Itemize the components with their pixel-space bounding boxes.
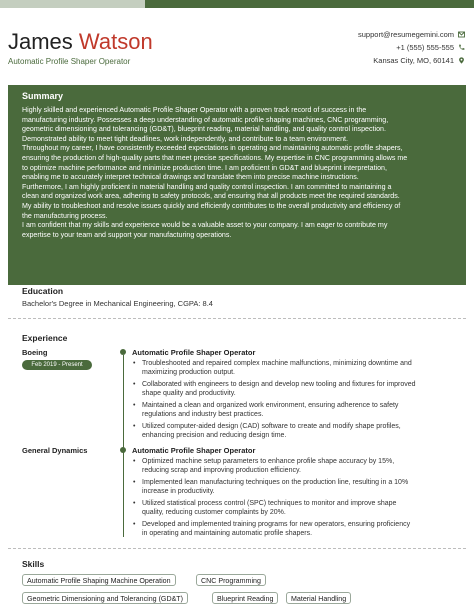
skill-chip: Automatic Profile Shaping Machine Operation bbox=[22, 574, 176, 586]
section-divider bbox=[8, 318, 466, 319]
contact-phone bbox=[285, 43, 465, 53]
summary-line: expertise to your team and support your manufacturing operations. bbox=[22, 230, 232, 239]
skills-heading: Skills bbox=[22, 559, 45, 569]
summary-line: I am confident that my skills and experience would be a valuable asset to your company. I am eager to contribute my bbox=[22, 221, 388, 230]
top-accent-light bbox=[0, 0, 145, 8]
job-role: Automatic Profile Shaper Operator bbox=[132, 446, 256, 455]
contact-location bbox=[285, 56, 465, 66]
education-degree: Bachelor's Degree in Mechanical Engineering, CGPA: 8.4 bbox=[22, 299, 213, 308]
timeline-dot bbox=[120, 447, 126, 453]
skill-chip: Geometric Dimensioning and Tolerancing (GD&T) bbox=[22, 592, 188, 604]
company-boeing: Boeing bbox=[22, 348, 48, 357]
company-general-dynamics: General Dynamics bbox=[22, 446, 88, 455]
summary-line: My ability to troubleshoot and resolve issues quickly and efficiently contributes to the overall productivity and efficiency of bbox=[22, 201, 401, 210]
education-heading: Education bbox=[22, 286, 64, 296]
bullet-item: • Collaborated with engineers to design and develop new tooling and fixtures for improved shape quality and productivity. bbox=[132, 380, 452, 398]
last-name: Watson bbox=[78, 29, 153, 54]
first-name: James bbox=[8, 29, 73, 54]
date-badge: Feb 2019 - Present bbox=[22, 360, 92, 370]
summary-section bbox=[8, 85, 466, 285]
summary-line: the manufacturing process. bbox=[22, 211, 108, 220]
timeline-line bbox=[123, 355, 124, 537]
job-bullets bbox=[132, 359, 452, 443]
summary-line: enabling me to accurately interpret technical drawings and translate them into precise machine instructions. bbox=[22, 173, 359, 182]
section-divider bbox=[8, 548, 466, 549]
job-title: Automatic Profile Shaper Operator bbox=[8, 57, 131, 66]
bullet-item: • Troubleshooted and repaired complex machine malfunctions, minimizing downtime and maximizing production output. bbox=[132, 359, 452, 377]
envelope-icon bbox=[458, 31, 465, 38]
bullet-item: • Optimized machine setup parameters to enhance profile shape accuracy by 15%, reducing scrap and improving production efficiency. bbox=[132, 457, 452, 475]
summary-line: clean and organized work area, adhering to safety protocols, and ensuring that all products meet the required standards. bbox=[22, 192, 400, 201]
experience-heading: Experience bbox=[22, 333, 68, 343]
candidate-name bbox=[8, 29, 153, 55]
summary-line: geometric dimensioning and tolerancing (GD&T), blueprint reading, material handling, and quality control inspection. bbox=[22, 125, 386, 134]
phone-icon bbox=[458, 44, 465, 51]
skill-chip: Blueprint Reading bbox=[212, 592, 278, 604]
bullet-item: • Utilized statistical process control (SPC) techniques to monitor and improve shape quality, reducing customer complaints by 20%. bbox=[132, 499, 452, 517]
bullet-item: • Utilized computer-aided design (CAD) software to create and modify shape profiles, enhancing precision and reducing design time. bbox=[132, 422, 452, 440]
skill-chip: CNC Programming bbox=[196, 574, 266, 586]
contact-email[interactable] bbox=[285, 30, 465, 40]
summary-line: ensuring the production of high-quality parts that meet precise specifications. My expertise in CNC programming allows me bbox=[22, 153, 408, 162]
summary-heading: Summary bbox=[22, 91, 64, 101]
summary-line: manufacturing industry. Possesses a deep understanding of automatic profile shaping machines, CNC programming, bbox=[22, 115, 389, 124]
skill-chip: Material Handling bbox=[286, 592, 351, 604]
summary-text bbox=[22, 106, 457, 240]
summary-line: Furthermore, I am highly proficient in material handling and quality control inspection. I am committed to maintaining a bbox=[22, 182, 392, 191]
job-bullets bbox=[132, 457, 452, 541]
bullet-item: • Developed and implemented training programs for new operators, ensuring proficiency in operating and maintaining automatic profile shapers. bbox=[132, 520, 452, 538]
location-text: Kansas City, MO, 60141 bbox=[373, 56, 454, 65]
phone-text: +1 (555) 555-555 bbox=[396, 43, 454, 52]
summary-line: Throughout my career, I have consistently exceeded expectations in operating and maintaining automatic profile shapers, bbox=[22, 144, 403, 153]
timeline-dot bbox=[120, 349, 126, 355]
summary-line: to optimize machine performance and minimize production time. I am proficient in GD&T and blueprint interpretation, bbox=[22, 163, 387, 172]
location-pin-icon bbox=[458, 57, 465, 64]
bullet-item: • Maintained a clean and organized work environment, ensuring adherence to safety regulations and industry best practices. bbox=[132, 401, 452, 419]
summary-line: Demonstrated ability to meet tight deadlines, work independently, and contribute to a team environment. bbox=[22, 134, 348, 143]
email-text[interactable]: support@resumegemini.com bbox=[358, 30, 454, 39]
summary-line: Highly skilled and experienced Automatic Profile Shaper Operator with a proven track record of success in the bbox=[22, 106, 367, 114]
top-accent-dark bbox=[145, 0, 474, 8]
job-role: Automatic Profile Shaper Operator bbox=[132, 348, 256, 357]
top-accent-bar bbox=[0, 0, 474, 8]
bullet-item: • Implemented lean manufacturing techniques on the production line, resulting in a 10% increase in productivity. bbox=[132, 478, 452, 496]
